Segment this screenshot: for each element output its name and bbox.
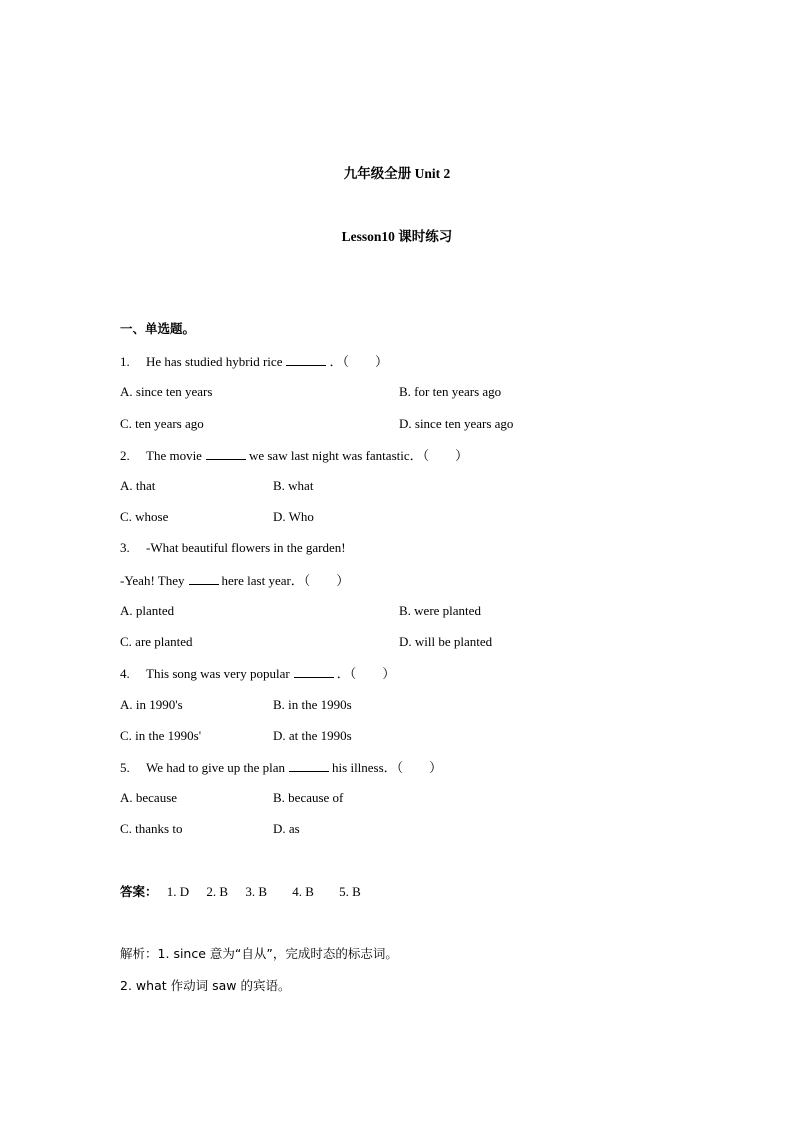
question-text-tail: his illness．（ ） [332, 760, 443, 775]
answer-blank [206, 447, 246, 460]
question-2 [120, 447, 468, 464]
analysis-text: what 作动词 saw 的宾语。 [135, 978, 291, 993]
option-b: B. what [273, 478, 314, 493]
analysis-number: 1. [157, 946, 170, 961]
option-a: A. planted [120, 603, 175, 618]
question-number: 2. [120, 448, 130, 463]
answer-item: 5. B [339, 884, 361, 899]
option-c: C. whose [120, 509, 169, 524]
question-5 [120, 759, 442, 776]
answer-item: 2. B [206, 884, 229, 899]
section-heading: 一、单选题。 [120, 321, 196, 336]
option-c: C. thanks to [120, 821, 183, 836]
option-d: D. at the 1990s [273, 728, 352, 743]
question-number: 3. [120, 540, 130, 555]
option-b: B. in the 1990s [273, 697, 352, 712]
question-3-line-2 [120, 572, 349, 589]
answers-label: 答案： [120, 884, 158, 899]
answers-line [120, 884, 361, 900]
answer-item: 1. D [166, 884, 190, 899]
answer-blank [289, 759, 329, 772]
option-b: B. for ten years ago [399, 384, 502, 399]
question-number: 4. [120, 666, 130, 681]
question-text-tail: ．（ ） [336, 666, 396, 681]
option-d: D. Who [273, 509, 314, 524]
question-text: We had to give up the plan [146, 760, 286, 775]
question-number: 1. [120, 354, 130, 369]
question-text-tail: we saw last night was fantastic．（ ） [248, 448, 469, 463]
question-3 [120, 540, 346, 556]
option-d: D. since ten years ago [399, 416, 514, 431]
option-a: A. since ten years [120, 384, 213, 399]
analysis-number: 2. [120, 978, 132, 993]
option-b: B. were planted [399, 603, 481, 618]
option-a: A. in 1990's [120, 697, 183, 712]
option-c: C. in the 1990s' [120, 728, 202, 743]
question-text-tail: here last year．（ ） [221, 573, 350, 588]
analysis-text: since 意为“自从”，完成时态的标志词。 [173, 946, 398, 961]
analysis-line-2 [120, 978, 290, 994]
option-c: C. are planted [120, 634, 193, 649]
question-1 [120, 353, 388, 370]
analysis-label: 解析： [120, 946, 158, 961]
question-text: This song was very popular [146, 666, 290, 681]
question-number: 5. [120, 760, 130, 775]
analysis-line-1 [120, 946, 398, 962]
answer-item: 3. B [245, 884, 267, 899]
question-text: -Yeah! They [120, 573, 185, 588]
answer-blank [294, 665, 334, 678]
question-text: He has studied hybrid rice [146, 354, 283, 369]
option-d: D. as [273, 821, 300, 836]
option-b: B. because of [273, 790, 344, 805]
question-text-tail: ．（ ） [329, 354, 388, 369]
page-subtitle: Lesson10 课时练习 [341, 229, 453, 244]
answer-blank [189, 572, 219, 585]
question-text: The movie [146, 448, 202, 463]
option-a: A. that [120, 478, 156, 493]
answer-blank [286, 353, 326, 366]
answer-item: 4. B [292, 884, 314, 899]
option-d: D. will be planted [399, 634, 493, 649]
option-a: A. because [120, 790, 178, 805]
option-c: C. ten years ago [120, 416, 204, 431]
question-text: -What beautiful flowers in the garden! [146, 540, 346, 555]
page-title: 九年级全册 Unit 2 [343, 166, 451, 181]
question-4 [120, 665, 395, 682]
